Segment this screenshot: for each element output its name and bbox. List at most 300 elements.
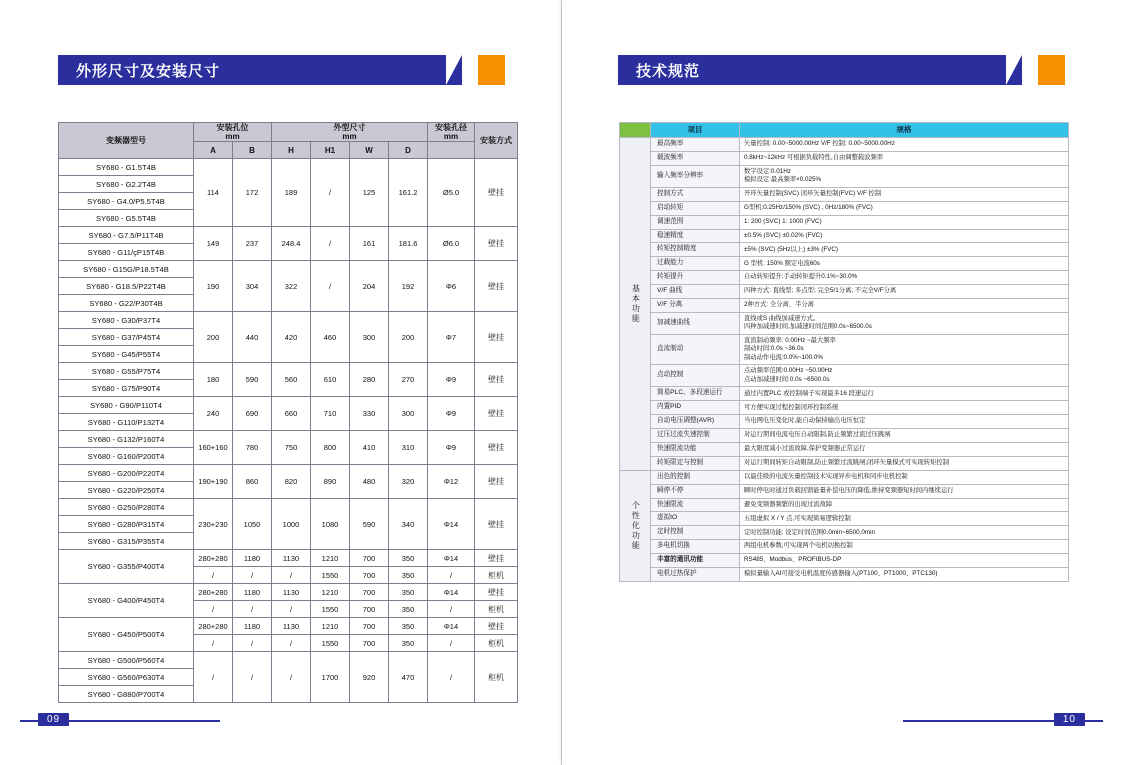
value-cell-H: / [272, 652, 311, 703]
spec-table-body [620, 138, 1069, 582]
spec-row [620, 484, 1069, 498]
spec-item-cell: 过载能力 [651, 257, 740, 271]
value-cell-H: 189 [272, 159, 311, 227]
value-cell-H1: 800 [311, 431, 350, 465]
table-row [59, 312, 518, 329]
mount-cell: 壁挂 [475, 499, 518, 550]
value-cell-H1: 890 [311, 465, 350, 499]
value-cell-B: / [233, 601, 272, 618]
value-cell-D: 350 [389, 601, 428, 618]
value-cell-A: 200 [194, 312, 233, 363]
model-cell: SY680 - G400/P450T4 [59, 584, 194, 618]
value-cell-W: 700 [350, 567, 389, 584]
spec-desc-line: 模拟设定:最高频率×0.025% [744, 176, 822, 184]
spec-desc-line: G 型机: 150% 额定电流60s [744, 259, 820, 267]
spec-item-cell: 点动控制 [651, 365, 740, 387]
mount-cell: 壁挂 [475, 159, 518, 227]
value-cell-hole: Φ9 [428, 363, 475, 397]
value-cell-W: 204 [350, 261, 389, 312]
value-cell-A: 190+190 [194, 465, 233, 499]
value-cell-hole: Φ9 [428, 397, 475, 431]
table-row [59, 159, 518, 176]
spec-row [620, 498, 1069, 512]
value-cell-H1: 1550 [311, 635, 350, 652]
model-cell: SY680 - G75/P90T4 [59, 380, 194, 397]
mount-cell: 壁挂 [475, 618, 518, 635]
value-cell-hole: / [428, 601, 475, 618]
spec-desc-cell [740, 285, 1069, 299]
value-cell-D: 192 [389, 261, 428, 312]
model-cell: SY680 - G110/P132T4 [59, 414, 194, 431]
table-row [59, 261, 518, 278]
value-cell-hole: Φ6 [428, 261, 475, 312]
spec-item-cell: 自动电压调整(AVR) [651, 415, 740, 429]
table-row [59, 499, 518, 516]
value-cell-A: 280+280 [194, 584, 233, 601]
spec-category-cell: 个性化功能 [620, 470, 651, 581]
value-cell-W: 700 [350, 618, 389, 635]
spec-desc-cell [740, 456, 1069, 470]
value-cell-H1: 1700 [311, 652, 350, 703]
spec-desc-line: 四种方式: 直线型; 多点型; 完全5/1分离; 不完全V/F分离 [744, 287, 897, 295]
spec-row [620, 152, 1069, 166]
table-row [59, 584, 518, 601]
spec-row [620, 271, 1069, 285]
value-cell-B: 780 [233, 431, 272, 465]
banner-orange [478, 55, 505, 85]
value-cell-hole: Ø5.0 [428, 159, 475, 227]
value-cell-H: 660 [272, 397, 311, 431]
group-label: 安装孔位 [216, 123, 249, 132]
value-cell-H1: 710 [311, 397, 350, 431]
value-cell-W: 280 [350, 363, 389, 397]
header-group-mounting-holes [194, 123, 272, 142]
value-cell-A: / [194, 567, 233, 584]
value-cell-W: 480 [350, 465, 389, 499]
model-cell: SY680 - G30/P37T4 [59, 312, 194, 329]
spec-desc-line: G型机:0.25Hz/150% (SVC) , 0Hz/180% (FVC) [744, 203, 873, 211]
value-cell-H1: 610 [311, 363, 350, 397]
value-cell-B: 690 [233, 397, 272, 431]
value-cell-D: 340 [389, 499, 428, 550]
spec-item-cell: 载波频率 [651, 152, 740, 166]
group-unit: mm [225, 132, 240, 142]
banner-blue-tail [446, 55, 462, 85]
spec-row [620, 512, 1069, 526]
spec-row [620, 285, 1069, 299]
value-cell-hole: Φ12 [428, 465, 475, 499]
value-cell-H: 1000 [272, 499, 311, 550]
value-cell-H: 322 [272, 261, 311, 312]
model-cell: SY680 - G250/P280T4 [59, 499, 194, 516]
spec-row [620, 187, 1069, 201]
dimension-table-wrap [58, 122, 518, 703]
spec-item-cell: 稳速精度 [651, 229, 740, 243]
spec-desc-cell [740, 568, 1069, 582]
page-number-left: 09 [38, 713, 69, 726]
value-cell-hole: / [428, 652, 475, 703]
value-cell-A: 240 [194, 397, 233, 431]
banner-blue-tail [1006, 55, 1022, 85]
spec-desc-cell [740, 243, 1069, 257]
value-cell-D: 161.2 [389, 159, 428, 227]
value-cell-H: 248.4 [272, 227, 311, 261]
value-cell-H: 1130 [272, 618, 311, 635]
subheader-A: A [194, 142, 233, 159]
mount-cell: 壁挂 [475, 227, 518, 261]
spec-item-cell: 虚拟IO [651, 512, 740, 526]
spec-desc-cell [740, 187, 1069, 201]
spec-row [620, 138, 1069, 152]
model-cell: SY680 - G220/P250T4 [59, 482, 194, 499]
left-banner-title: 外形尺寸及安装尺寸 [58, 55, 446, 85]
table-row [59, 227, 518, 244]
value-cell-hole: Φ14 [428, 618, 475, 635]
spec-desc-cell [740, 484, 1069, 498]
spec-item-cell: 直流制动 [651, 334, 740, 365]
value-cell-A: 280+280 [194, 550, 233, 567]
spec-item-cell: 快速限流 [651, 498, 740, 512]
spec-desc-cell [740, 365, 1069, 387]
spec-desc-line: 定时控制功能: 设定时间范围0.0min~6500.0min [744, 528, 876, 536]
value-cell-D: 320 [389, 465, 428, 499]
right-footer [903, 713, 1103, 729]
value-cell-B: 304 [233, 261, 272, 312]
spec-desc-line: 避免变频器频繁的出现过流故障 [744, 500, 833, 508]
value-cell-D: 470 [389, 652, 428, 703]
spec-item-cell: 转矩限定与控制 [651, 456, 740, 470]
spec-header-spec: 规格 [740, 123, 1069, 138]
model-cell: SY680 - G37/P45T4 [59, 329, 194, 346]
spec-item-cell: 电机过热保护 [651, 568, 740, 582]
spec-desc-line: 矢量控制: 0.00~5000.00Hz V/F 控制: 0.00~5000.00Hz [744, 140, 895, 148]
spec-desc-line: 四种加减速时间,加减速时间范围0.0s~6500.0s [744, 323, 872, 331]
table-header-row [59, 123, 518, 142]
spec-desc-cell [740, 540, 1069, 554]
table-row [59, 363, 518, 380]
value-cell-D: 350 [389, 618, 428, 635]
value-cell-A: / [194, 652, 233, 703]
value-cell-W: 161 [350, 227, 389, 261]
spec-desc-cell [740, 334, 1069, 365]
spec-desc-cell [740, 152, 1069, 166]
spec-item-cell: 过压过流失速控制 [651, 429, 740, 443]
value-cell-W: 700 [350, 550, 389, 567]
spec-desc-line: 数字设定:0.01Hz [744, 167, 791, 175]
right-banner [618, 55, 1065, 85]
left-sheet [0, 0, 561, 765]
value-cell-D: 200 [389, 312, 428, 363]
spec-desc-cell [740, 215, 1069, 229]
spec-desc-cell [740, 165, 1069, 187]
spec-category-cell: 基本功能 [620, 138, 651, 471]
spec-desc-line: 点动频率范围:0.00Hz ~50.00Hz [744, 367, 833, 375]
value-cell-W: 590 [350, 499, 389, 550]
group-unit: mm [443, 132, 459, 142]
model-cell: SY680 - G560/P630T4 [59, 669, 194, 686]
model-cell: SY680 - G880/P700T4 [59, 686, 194, 703]
spec-desc-line: 模拟量输入AI可接受电机温度传感器输入(PT100、PT1000、PTC130) [744, 570, 938, 578]
subheader-hole [428, 142, 475, 159]
value-cell-hole: Φ14 [428, 584, 475, 601]
value-cell-H1: 1210 [311, 618, 350, 635]
value-cell-A: / [194, 601, 233, 618]
mount-cell: 壁挂 [475, 550, 518, 567]
value-cell-B: 1180 [233, 550, 272, 567]
spec-header-row [620, 123, 1069, 138]
value-cell-H: 750 [272, 431, 311, 465]
value-cell-D: 310 [389, 431, 428, 465]
model-cell: SY680 - G5.5T4B [59, 210, 194, 227]
spec-table [619, 122, 1069, 582]
header-group-outline [272, 123, 428, 142]
value-cell-hole: Φ9 [428, 431, 475, 465]
model-cell: SY680 - G160/P200T4 [59, 448, 194, 465]
spec-desc-cell [740, 526, 1069, 540]
spec-table-wrap [619, 122, 1069, 582]
spec-row [620, 526, 1069, 540]
right-sheet [562, 0, 1123, 765]
spec-desc-line: 可方便实现过程控制闭环控制系统 [744, 403, 839, 411]
spec-desc-line: 制动时间:0.0s ~36.0s [744, 345, 804, 353]
value-cell-W: 330 [350, 397, 389, 431]
spec-item-cell: 定时控制 [651, 526, 740, 540]
banner-orange-lead [1022, 55, 1038, 85]
value-cell-B: 172 [233, 159, 272, 227]
spec-item-cell: 最高频率 [651, 138, 740, 152]
spec-row [620, 442, 1069, 456]
value-cell-H1: 1550 [311, 567, 350, 584]
model-cell: SY680 - G355/P400T4 [59, 550, 194, 584]
spec-desc-line: 0.8kHz~12kHz 可根据负载特性,自由调整载波频率 [744, 154, 884, 162]
spec-desc-line: 自动转矩提升;手动转矩提升0.1%~30.0% [744, 273, 858, 281]
model-cell: SY680 - G90/P110T4 [59, 397, 194, 414]
value-cell-A: 149 [194, 227, 233, 261]
value-cell-A: 114 [194, 159, 233, 227]
spec-desc-cell [740, 257, 1069, 271]
spec-desc-line: ±0.5% (SVC) ±0.02% (FVC) [744, 231, 823, 239]
value-cell-A: 280+280 [194, 618, 233, 635]
value-cell-D: 300 [389, 397, 428, 431]
model-cell: SY680 - G2.2T4B [59, 176, 194, 193]
spec-header-item: 项目 [651, 123, 740, 138]
value-cell-H1: 1210 [311, 550, 350, 567]
dimension-table-body [59, 159, 518, 703]
table-row [59, 550, 518, 567]
spec-item-cell: 控制方式 [651, 187, 740, 201]
model-cell: SY680 - G55/P75T4 [59, 363, 194, 380]
spec-row [620, 568, 1069, 582]
value-cell-H1: 460 [311, 312, 350, 363]
spec-header-corner [620, 123, 651, 138]
header-group-hole-dia [428, 123, 475, 142]
model-cell: SY680 - G132/P160T4 [59, 431, 194, 448]
spec-desc-line: 最大限度减小过流故障,保护变频器正常运行 [744, 445, 866, 453]
value-cell-A: / [194, 635, 233, 652]
group-unit: mm [342, 132, 357, 142]
spec-desc-line: ±5% (SVC) (5Hz以上) ±3% (FVC) [744, 245, 839, 253]
model-cell: SY680 - G7.5/P11T4B [59, 227, 194, 244]
spec-desc-line: 五组虚拟 X / Y 点,可实现简易逻辑控制 [744, 514, 851, 522]
value-cell-B: 237 [233, 227, 272, 261]
model-cell: SY680 - G18.5/P22T4B [59, 278, 194, 295]
value-cell-W: 700 [350, 635, 389, 652]
spec-desc-line: 制动动作电流:0.0%~100.0% [744, 353, 823, 361]
spec-item-cell: 加减速曲线 [651, 312, 740, 334]
subheader-B: B [233, 142, 272, 159]
mount-cell: 柜机 [475, 652, 518, 703]
spec-row [620, 312, 1069, 334]
value-cell-W: 700 [350, 601, 389, 618]
value-cell-B: 590 [233, 363, 272, 397]
spec-row [620, 429, 1069, 443]
spec-item-cell: 调速范围 [651, 215, 740, 229]
mount-cell: 柜机 [475, 635, 518, 652]
model-cell: SY680 - G280/P315T4 [59, 516, 194, 533]
left-footer [20, 713, 220, 729]
value-cell-W: 125 [350, 159, 389, 227]
model-cell: SY680 - G500/P560T4 [59, 652, 194, 669]
mount-cell: 壁挂 [475, 261, 518, 312]
spec-desc-cell [740, 299, 1069, 313]
spec-item-cell: 快速限流功能 [651, 442, 740, 456]
value-cell-B: / [233, 567, 272, 584]
value-cell-hole: Ø6.0 [428, 227, 475, 261]
spec-desc-cell [740, 312, 1069, 334]
value-cell-W: 700 [350, 584, 389, 601]
spec-desc-cell [740, 271, 1069, 285]
spec-row [620, 165, 1069, 187]
value-cell-hole: Φ14 [428, 550, 475, 567]
value-cell-D: 350 [389, 584, 428, 601]
value-cell-H1: 1080 [311, 499, 350, 550]
value-cell-B: / [233, 652, 272, 703]
spec-desc-line: 对运行期间电流电压自动限制,防止频繁过流过压跳闸 [744, 431, 891, 439]
group-label: 安装孔径 [435, 123, 467, 132]
value-cell-H1: / [311, 227, 350, 261]
subheader-W: W [350, 142, 389, 159]
value-cell-W: 920 [350, 652, 389, 703]
value-cell-hole: / [428, 567, 475, 584]
value-cell-D: 270 [389, 363, 428, 397]
mount-cell: 壁挂 [475, 397, 518, 431]
spec-row [620, 387, 1069, 401]
spec-row [620, 415, 1069, 429]
mount-cell: 壁挂 [475, 584, 518, 601]
value-cell-A: 190 [194, 261, 233, 312]
header-mount-type: 安装方式 [475, 123, 518, 159]
subheader-H1: H1 [311, 142, 350, 159]
table-row [59, 397, 518, 414]
spec-item-cell: 启动转矩 [651, 201, 740, 215]
spec-desc-line: 两组电机参数,可实现两个电机切换控制 [744, 542, 853, 550]
spec-desc-line: 2种方式: 全分离、半分离 [744, 301, 814, 309]
spec-desc-line: 瞬时停电时通过负载回馈能量补偿电压的降低,维持变频器短时间内继续运行 [744, 486, 954, 494]
value-cell-H: / [272, 635, 311, 652]
banner-orange [1038, 55, 1065, 85]
header-model: 变频器型号 [59, 123, 194, 159]
left-banner [58, 55, 505, 85]
spec-desc-cell [740, 442, 1069, 456]
value-cell-H: 560 [272, 363, 311, 397]
value-cell-W: 300 [350, 312, 389, 363]
value-cell-hole: / [428, 635, 475, 652]
model-cell: SY680 - G200/P220T4 [59, 465, 194, 482]
table-row [59, 618, 518, 635]
spec-item-cell: V/F 分离 [651, 299, 740, 313]
spec-item-cell: 内置PID [651, 401, 740, 415]
value-cell-B: 440 [233, 312, 272, 363]
spec-row [620, 456, 1069, 470]
spec-item-cell: 瞬停不停 [651, 484, 740, 498]
value-cell-B: 860 [233, 465, 272, 499]
spec-desc-line: 以最佳级的电流矢量控制技术实现异步电机和同步电机控制 [744, 472, 908, 480]
spec-desc-cell [740, 512, 1069, 526]
spec-row [620, 554, 1069, 568]
spec-row [620, 334, 1069, 365]
group-label: 外型尺寸 [333, 123, 366, 132]
spec-desc-cell [740, 229, 1069, 243]
spec-row [620, 201, 1069, 215]
spec-row [620, 299, 1069, 313]
mount-cell: 壁挂 [475, 363, 518, 397]
model-cell: SY680 - G15G/P18.5T4B [59, 261, 194, 278]
value-cell-W: 410 [350, 431, 389, 465]
spec-item-cell: 多电机切换 [651, 540, 740, 554]
model-cell: SY680 - G4.0/P5.5T4B [59, 193, 194, 210]
value-cell-hole: Φ7 [428, 312, 475, 363]
value-cell-D: 350 [389, 550, 428, 567]
value-cell-H: 820 [272, 465, 311, 499]
spec-item-cell: V/F 曲线 [651, 285, 740, 299]
subheader-D: D [389, 142, 428, 159]
value-cell-hole: Φ14 [428, 499, 475, 550]
spec-row [620, 229, 1069, 243]
value-cell-H1: / [311, 261, 350, 312]
spec-desc-line: 当电网电压变化时,能自动保持输出电压恒定 [744, 417, 866, 425]
spec-desc-cell [740, 429, 1069, 443]
value-cell-A: 160+160 [194, 431, 233, 465]
value-cell-B: / [233, 635, 272, 652]
page-number-right: 10 [1054, 713, 1085, 726]
spec-desc-line: 对运行期间转矩自动限制,防止频繁过流跳闸;闭环矢量模式可实现转矩控制 [744, 459, 949, 467]
spec-item-cell: 输入频率分辨率 [651, 165, 740, 187]
spec-row [620, 365, 1069, 387]
spec-desc-line: RS485、Modbus、PROFIBUS-DP [744, 556, 842, 564]
spec-item-cell: 转矩控制精度 [651, 243, 740, 257]
spec-desc-cell [740, 554, 1069, 568]
mount-cell: 柜机 [475, 601, 518, 618]
spec-desc-cell [740, 470, 1069, 484]
spec-desc-cell [740, 401, 1069, 415]
spec-desc-line: 通过内置PLC 或控制端子实现最多16 段速运行 [744, 389, 874, 397]
model-cell: SY680 - G1.5T4B [59, 159, 194, 176]
value-cell-H: 1130 [272, 550, 311, 567]
spec-desc-line: 直流制动频率: 0.00Hz ~最大频率 [744, 336, 836, 344]
banner-orange-lead [462, 55, 478, 85]
table-row [59, 465, 518, 482]
spec-row [620, 257, 1069, 271]
spec-item-cell: 出色的控制 [651, 470, 740, 484]
spec-desc-line: 点动加减速时间:0.0s ~6500.0s [744, 375, 830, 383]
spec-item-cell: 丰富的通讯功能 [651, 554, 740, 568]
spec-row [620, 215, 1069, 229]
mount-cell: 壁挂 [475, 465, 518, 499]
subheader-H: H [272, 142, 311, 159]
value-cell-D: 350 [389, 635, 428, 652]
value-cell-A: 180 [194, 363, 233, 397]
spec-desc-line: 直线或S 曲线加减速方式。 [744, 314, 820, 322]
